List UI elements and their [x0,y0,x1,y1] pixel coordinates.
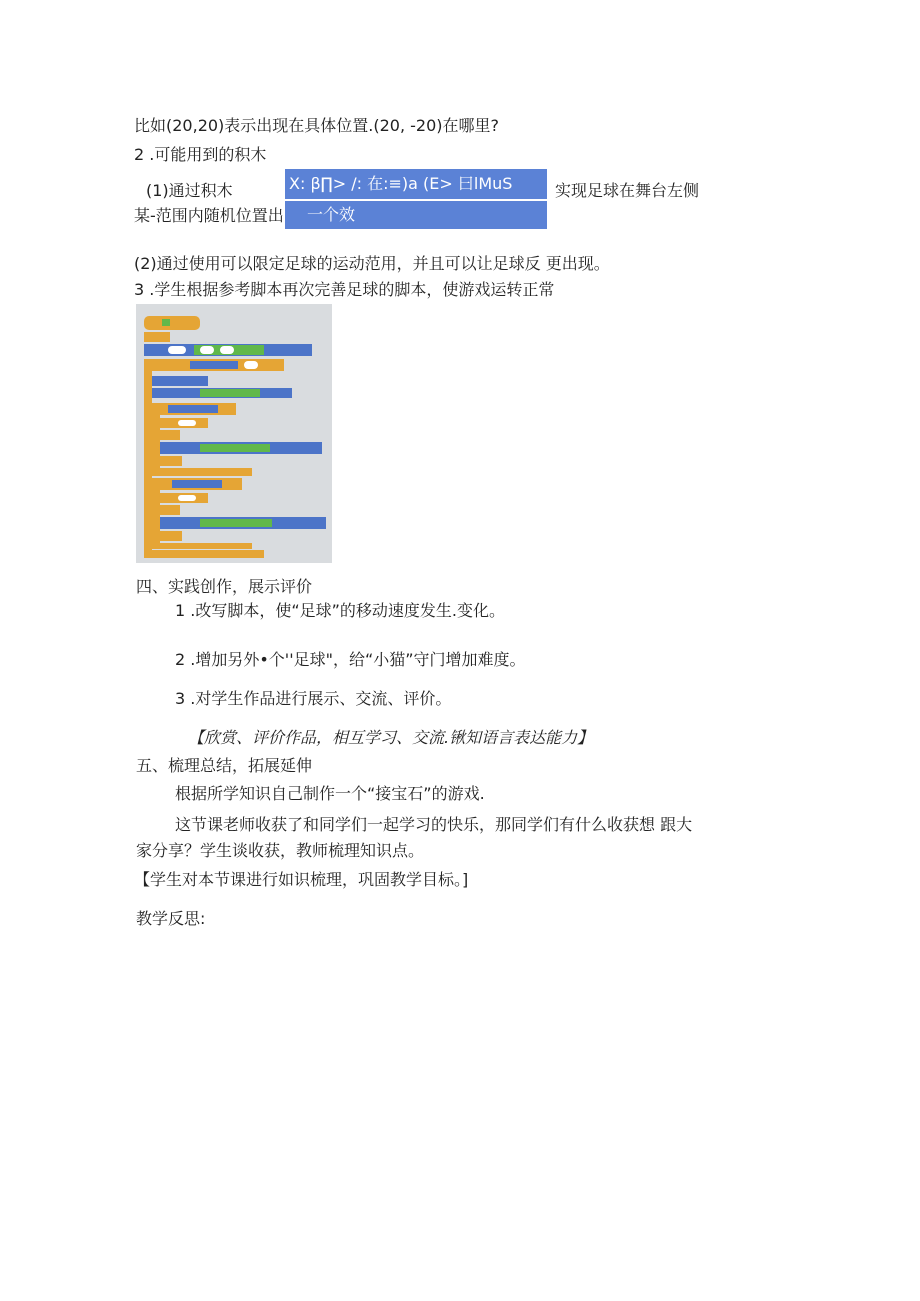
green-flag-icon [162,319,170,326]
appreciation-note: 【欣赏、评价作品，相互学习、交流.锹知语言表达能力】 [188,728,594,747]
teaching-reflection-label: 教学反思: [136,909,206,928]
random-operator-4 [200,519,272,527]
show-block [144,332,170,342]
wait-input-2 [178,495,196,501]
section-four-heading: 四、实践创作，展示评价 [136,577,313,596]
scratch-script-diagram [136,304,332,563]
gem-game-task: 根据所学知识自己制作一个“接宝石”的游戏. [175,784,485,803]
line-random-position: 某-范围内随机位置出 [134,206,284,225]
if-1-c-arm [152,415,160,471]
touching-check-1 [168,405,218,413]
line-block-outcome: 实现足球在舞台左侧 [555,181,700,200]
hide-block-2 [160,505,180,515]
wait-input-1 [178,420,196,426]
task-3: 3 .对学生作品进行展示、交流、评价。 [175,689,452,708]
summary-line-2: 家分享？学生谈收获，教师梳理知识点。 [136,841,425,860]
repeat-c-arm [144,371,152,551]
if-2-end [152,543,252,549]
random-from [200,346,214,354]
summary-line-1: 这节课老师收获了和同学们一起学习的快乐，那同学们有什么收获想 跟大 [175,815,693,834]
if-2-c-arm [152,490,160,546]
repeat-end [144,550,264,558]
touching-check-2 [172,480,222,488]
if-1-end [152,468,252,476]
move-block [152,376,208,386]
line-bounce-description: (2)通过使用可以限定足球的运动范用，并且可以让足球反 更出现。 [134,254,610,273]
scratch-script-screenshot [136,304,332,563]
section-five-heading: 五、梳理总结，拓展延伸 [136,756,313,775]
line-block-intro: (1)通过积木 [146,181,233,200]
summary-note: 【学生对本节课进行如识梳理，巩固教学目标。] [134,870,469,889]
scratch-block-tail: 一个效 [285,201,547,229]
show-block-3 [160,531,182,541]
random-operator-2 [200,389,260,397]
touching-sensor [190,361,238,369]
line-possible-blocks-heading: 2 .可能用到的积木 [134,145,267,164]
x-input [168,346,186,354]
random-to [220,346,234,354]
hat-block-when-flag [144,316,200,330]
scratch-goto-block-image: X: β∏> /: 在:≡)a (E> 曰lMuS [285,169,547,199]
line-coordinate-question: 比如(20,20)表示出现在具体位置.(20, -20)在哪里? [134,116,500,135]
task-2: 2 .增加另外•个''足球"，给“小猫”守门增加难度。 [175,650,526,669]
task-1: 1 .改写脚本，使“足球”的移动速度发生.变化。 [175,601,506,620]
show-block-2 [160,456,182,466]
condition-value [244,361,258,369]
hide-block-1 [160,430,180,440]
random-operator-3 [200,444,270,452]
line-improve-script: 3 .学生根据参考脚本再次完善足球的脚本，使游戏运转正常 [134,280,555,299]
